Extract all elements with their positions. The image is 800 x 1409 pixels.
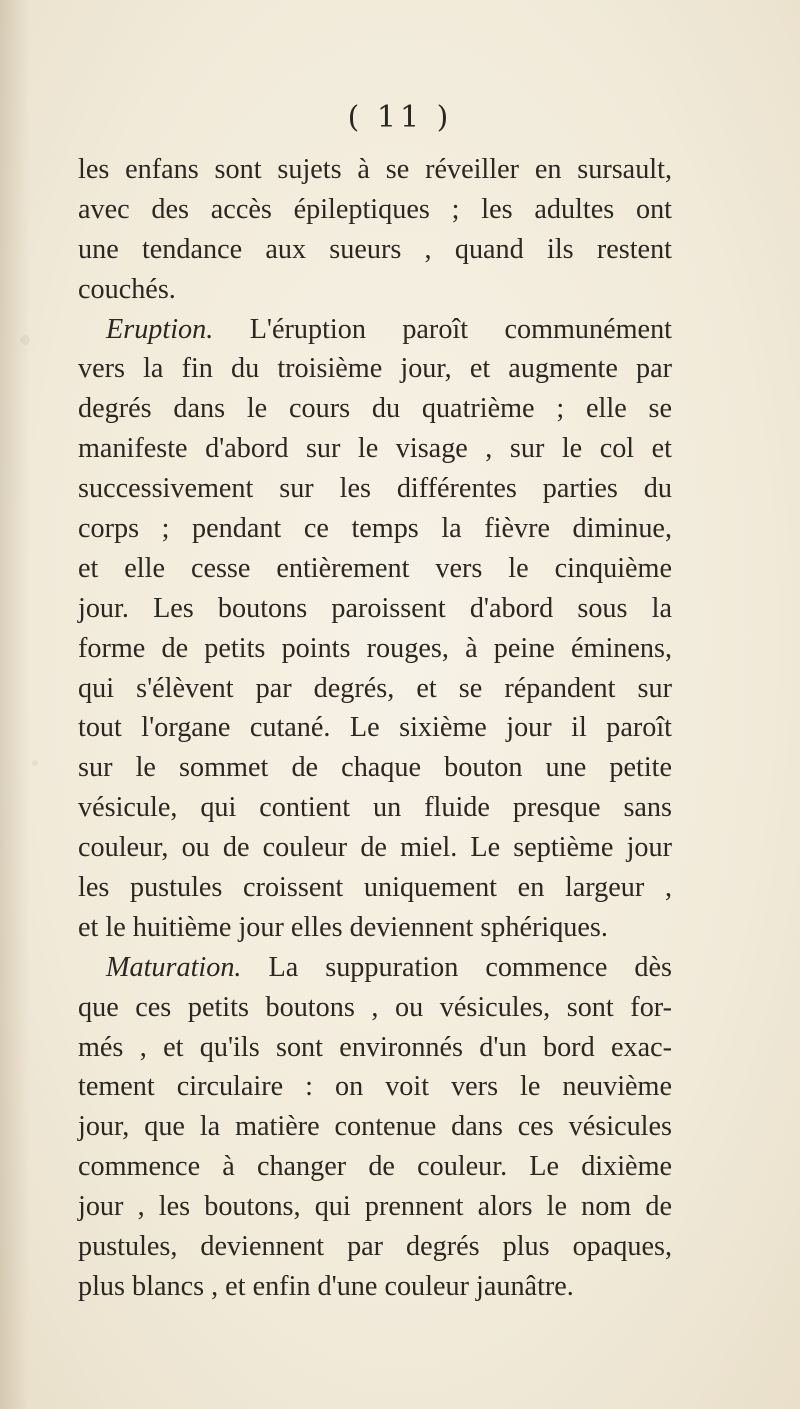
text-line: qui s'élèvent par degrés, et se répandent sur (78, 672, 672, 704)
text-fragment: La suppuration commence dès (268, 951, 672, 983)
text-line: jour, que la matière contenue dans ces vésicules (78, 1111, 672, 1143)
text-line: successivement sur les différentes parties du (78, 473, 672, 505)
text-line: jour , les boutons, qui prennent alors le nom de (78, 1191, 672, 1223)
section-lead-maturation: Maturation. (106, 951, 242, 983)
text-line: et elle cesse entièrement vers le cinquième (78, 552, 672, 584)
body-text (78, 150, 672, 1307)
text-line: avec des accès épileptiques ; les adultes ont (78, 193, 672, 225)
page-edge-shadow (0, 0, 30, 1409)
paper-stain (20, 335, 30, 345)
text-line: jour. Les boutons paroissent d'abord sous la (78, 592, 672, 624)
text-line: tement circulaire : on voit vers le neuvième (78, 1071, 672, 1103)
text-line: que ces petits boutons , ou vésicules, sont for- (78, 991, 672, 1023)
text-line: degrés dans le cours du quatrième ; elle se (78, 393, 672, 425)
paper-stain (32, 760, 38, 766)
paragraph-first-line (78, 948, 672, 988)
text-line: tout l'organe cutané. Le sixième jour il paroît (78, 712, 672, 744)
text-line: forme de petits points rouges, à peine éminens, (78, 632, 672, 664)
paragraph-first-line (78, 310, 672, 350)
page-number: ( 11 ) (347, 100, 453, 135)
text-line: corps ; pendant ce temps la fièvre diminue, (78, 513, 672, 545)
text-fragment: L'éruption paroît communément (249, 313, 672, 345)
text-line: couleur, ou de couleur de miel. Le septième jour (78, 832, 672, 864)
section-lead-eruption: Eruption. (106, 313, 214, 345)
text-line: et le huitième jour elles deviennent sphériques. (78, 911, 608, 943)
text-line: une tendance aux sueurs , quand ils restent (78, 233, 672, 265)
text-line: vers la fin du troisième jour, et augmente par (78, 353, 672, 385)
text-line: couchés. (78, 273, 176, 305)
text-line: pustules, deviennent par degrés plus opaques, (78, 1231, 672, 1263)
text-line: les pustules croissent uniquement en largeur , (78, 872, 672, 904)
text-line: commence à changer de couleur. Le dixième (78, 1151, 672, 1183)
text-line: més , et qu'ils sont environnés d'un bord exac- (78, 1031, 672, 1063)
text-line: manifeste d'abord sur le visage , sur le col et (78, 433, 672, 465)
text-line: vésicule, qui contient un fluide presque sans (78, 792, 672, 824)
text-line: plus blancs , et enfin d'une couleur jaunâtre. (78, 1270, 574, 1302)
text-line: les enfans sont sujets à se réveiller en sursault, (78, 154, 672, 185)
text-line: sur le sommet de chaque bouton une petite (78, 752, 672, 784)
